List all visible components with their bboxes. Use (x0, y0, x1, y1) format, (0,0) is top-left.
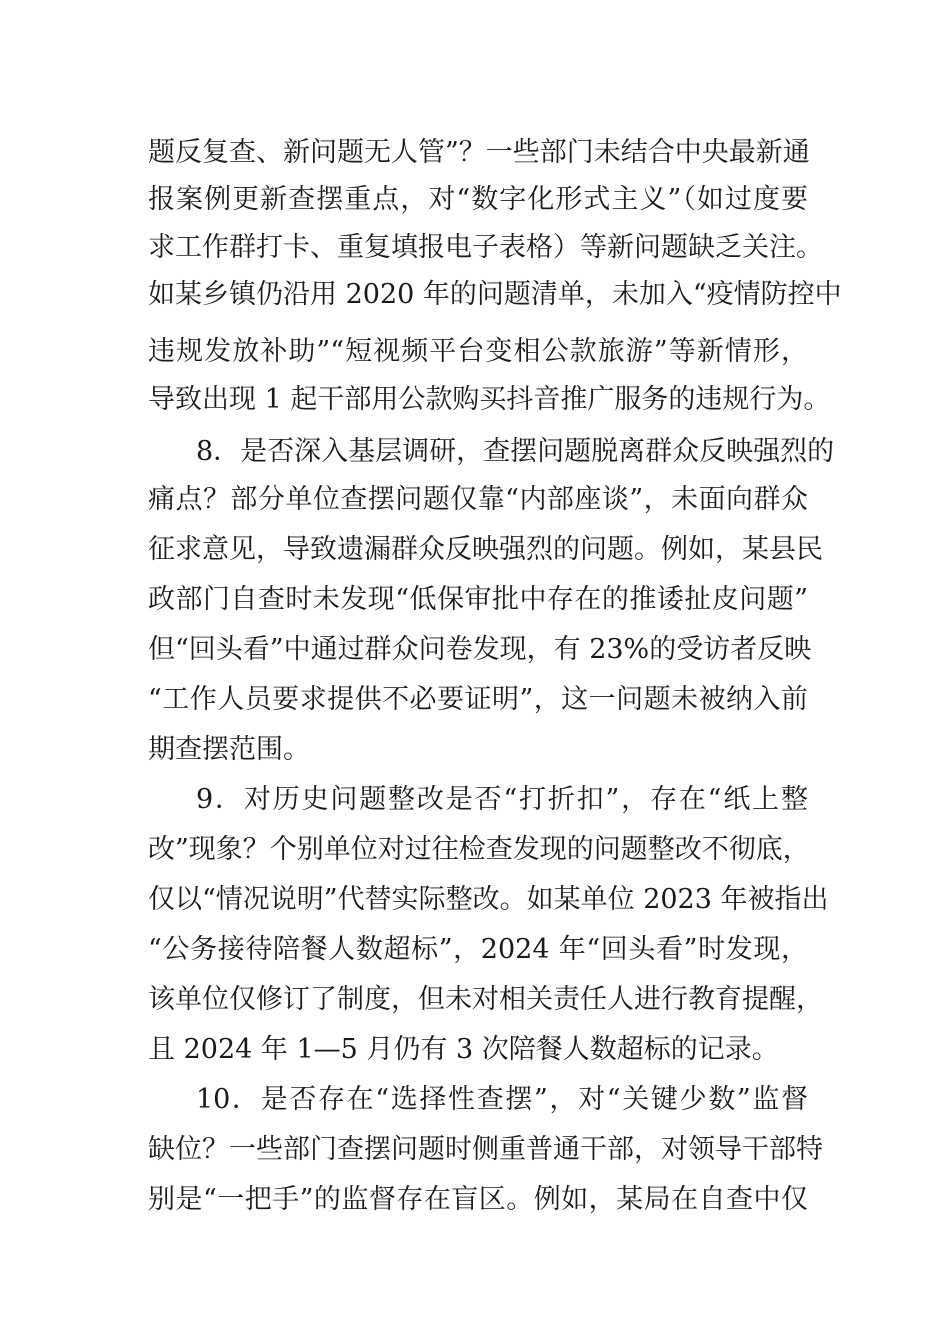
text-line: 导致出现 1 起干部用公款购买抖音推广服务的违规行为。 (148, 384, 831, 415)
text-line: 缺位？一些部门查摆问题时侧重普通干部，对领导干部特 (148, 1134, 823, 1165)
text-line: 但“回头看”中通过群众问卷发现，有 23%的受访者反映 (148, 634, 812, 665)
text-line: 题反复查、新问题无人管”？一些部门未结合中央最新通 (148, 137, 810, 168)
text-line: “公务接待陪餐人数超标”，2024 年“回头看”时发现， (148, 934, 808, 965)
text-line: 改”现象？个别单位对过往检查发现的问题整改不彻底， (148, 834, 810, 865)
paragraph-9-first-line: 9．对历史问题整改是否“打折扣”，存在“纸上整 (196, 784, 808, 815)
text-line: 政部门自查时未发现“低保审批中存在的推诿扯皮问题” (148, 584, 808, 615)
text-line: 期查摆范围。 (148, 734, 310, 765)
text-line: 仅以“情况说明”代替实际整改。如某单位 2023 年被指出 (148, 884, 829, 915)
text-line: 如某乡镇仍沿用 2020 年的问题清单，未加入“疫情防控中 (148, 279, 842, 310)
text-line: 且 2024 年 1—5 月仍有 3 次陪餐人数超标的记录。 (148, 1034, 779, 1065)
text-line: 违规发放补助”“短视频平台变相公款旅游”等新情形， (148, 336, 808, 367)
paragraph-10-first-line: 10．是否存在“选择性查摆”，对“关键少数”监督 (196, 1084, 808, 1115)
text-line: 求工作群打卡、重复填报电子表格）等新问题缺乏关注。 (148, 232, 823, 263)
text-line: 报案例更新查摆重点，对“数字化形式主义”（如过度要 (148, 184, 808, 215)
text-line: 痛点？部分单位查摆问题仅靠“内部座谈”，未面向群众 (148, 484, 808, 515)
text-line: 征求意见，导致遗漏群众反映强烈的问题。例如，某县民 (148, 534, 823, 565)
paragraph-8-first-line: 8．是否深入基层调研，查摆问题脱离群众反映强烈的 (196, 436, 835, 467)
text-line: 该单位仅修订了制度，但未对相关责任人进行教育提醒， (148, 984, 823, 1015)
text-line: 别是“一把手”的监督存在盲区。例如，某局在自查中仅 (148, 1184, 808, 1215)
text-line: “工作人员要求提供不必要证明”，这一问题未被纳入前 (148, 684, 808, 715)
